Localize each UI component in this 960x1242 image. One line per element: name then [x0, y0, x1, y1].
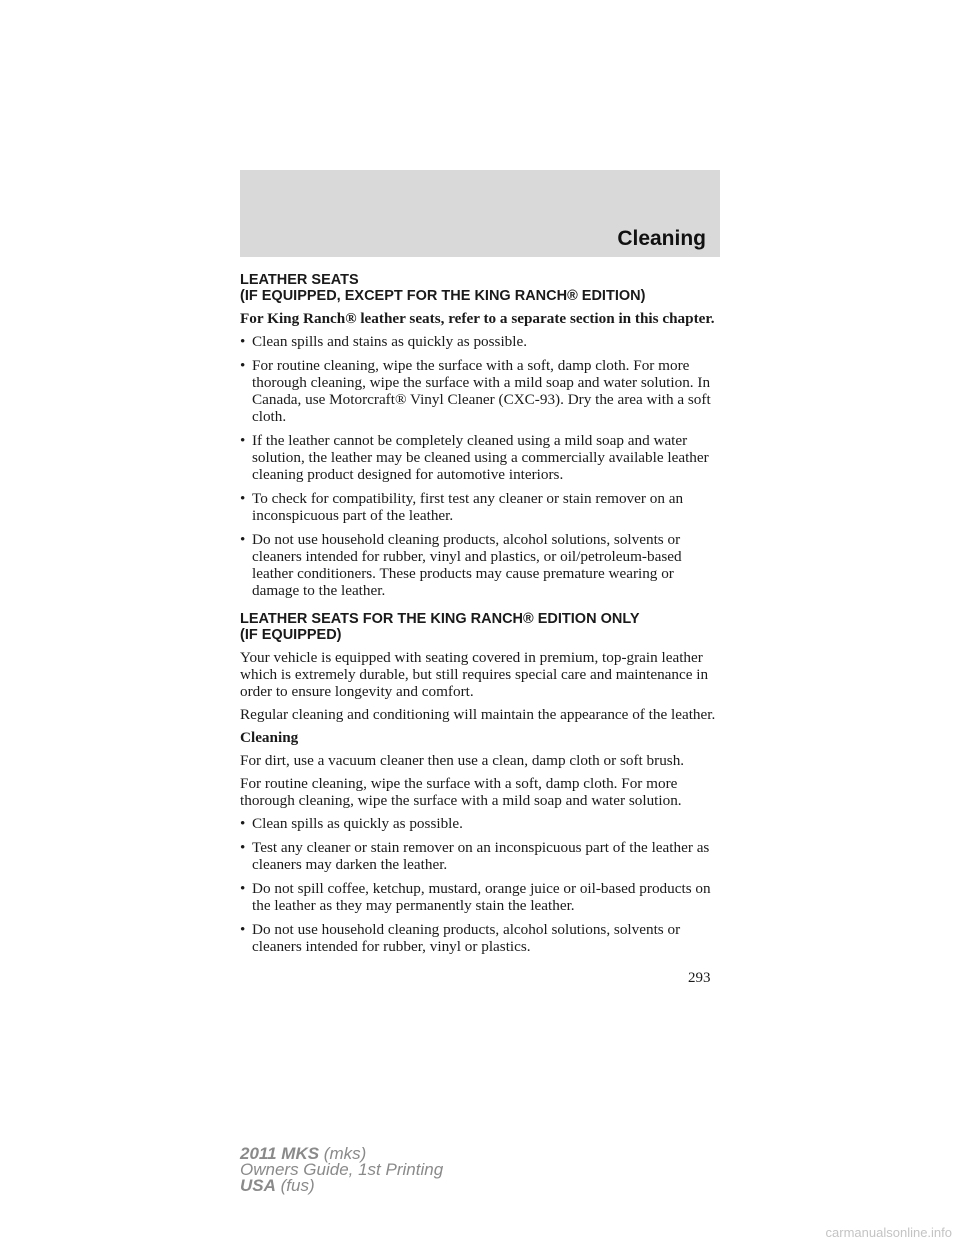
footer-line-region — [240, 1178, 443, 1194]
list-item-text: If the leather cannot be completely cleaned using a mild soap and water solution, the leather may be cleaned using a commercially available leather cleaning product designed for automotive interiors. — [252, 432, 709, 483]
watermark: carmanualsonline.info — [825, 1225, 952, 1240]
section1-bullet-list — [240, 333, 724, 599]
section1-heading-line2: (IF EQUIPPED, EXCEPT FOR THE KING RANCH® EDITION) — [240, 288, 646, 304]
list-item-text: Clean spills and stains as quickly as possible. — [252, 333, 528, 350]
footer-region: USA — [240, 1176, 276, 1195]
bullet-icon: • — [240, 531, 246, 548]
section2-heading-line2: (IF EQUIPPED) — [240, 627, 342, 643]
footer-region-code: (fus) — [280, 1176, 315, 1195]
section2-paragraph: Regular cleaning and conditioning will maintain the appearance of the leather. — [240, 706, 716, 723]
list-item — [240, 333, 724, 350]
footer-model-code: (mks) — [323, 1144, 367, 1163]
section2-bullet-list — [240, 815, 724, 955]
bullet-icon: • — [240, 357, 246, 374]
bullet-icon: • — [240, 490, 246, 507]
list-item-text: For routine cleaning, wipe the surface with a soft, damp cloth. For more thorough cleaning, wipe the surface with a mild soap and water solution. In Canada, use Motorcraft® Vinyl Cleaner (CXC-93). Dry the area with a soft cloth. — [252, 357, 711, 425]
list-item — [240, 921, 724, 955]
section-header-band — [240, 170, 720, 257]
list-item-text: Do not use household cleaning products, alcohol solutions, solvents or cleaners intended for rubber, vinyl or plastics. — [252, 921, 681, 955]
list-item — [240, 357, 724, 425]
list-item — [240, 490, 724, 524]
list-item — [240, 815, 724, 832]
section1-heading — [240, 272, 724, 304]
list-item-text: Clean spills as quickly as possible. — [252, 815, 463, 832]
section2-heading-line1: LEATHER SEATS FOR THE KING RANCH® EDITION ONLY — [240, 611, 640, 627]
bullet-icon: • — [240, 333, 246, 350]
bullet-icon: • — [240, 880, 246, 897]
section1-lead: For King Ranch® leather seats, refer to a separate section in this chapter. — [240, 310, 715, 327]
section2-paragraph: For dirt, use a vacuum cleaner then use a clean, damp cloth or soft brush. — [240, 752, 685, 769]
list-item-text: To check for compatibility, first test any cleaner or stain remover on an inconspicuous part of the leather. — [252, 490, 684, 524]
list-item — [240, 880, 724, 914]
bullet-icon: • — [240, 815, 246, 832]
footer-model: 2011 MKS — [240, 1144, 320, 1163]
list-item-text: Do not use household cleaning products, alcohol solutions, solvents or cleaners intended for rubber, vinyl and plastics, or oil/petroleum-based leather conditioners. These products may cause premature wearing or damage to the leather. — [252, 531, 682, 599]
list-item-text: Do not spill coffee, ketchup, mustard, orange juice or oil-based products on the leather as they may permanently stain the leather. — [252, 880, 711, 914]
bullet-icon: • — [240, 839, 246, 856]
list-item — [240, 531, 724, 599]
section2-heading — [240, 611, 724, 643]
list-item — [240, 839, 724, 873]
page-content — [240, 272, 724, 962]
bullet-icon: • — [240, 432, 246, 449]
page-number: 293 — [688, 970, 711, 986]
list-item — [240, 432, 724, 483]
section1-heading-line1: LEATHER SEATS — [240, 272, 359, 288]
section-title: Cleaning — [617, 227, 706, 250]
footer — [240, 1146, 443, 1194]
list-item-text: Test any cleaner or stain remover on an inconspicuous part of the leather as cleaners may darken the leather. — [252, 839, 710, 873]
bullet-icon: • — [240, 921, 246, 938]
cleaning-subheading: Cleaning — [240, 729, 299, 746]
footer-line-guide: Owners Guide, 1st Printing — [240, 1160, 444, 1179]
section2-paragraph: Your vehicle is equipped with seating covered in premium, top-grain leather which is extremely durable, but still requires special care and maintenance in order to ensure longevity and comfort. — [240, 649, 709, 700]
section2-paragraph: For routine cleaning, wipe the surface with a soft, damp cloth. For more thorough cleaning, wipe the surface with a mild soap and water solution. — [240, 775, 682, 809]
